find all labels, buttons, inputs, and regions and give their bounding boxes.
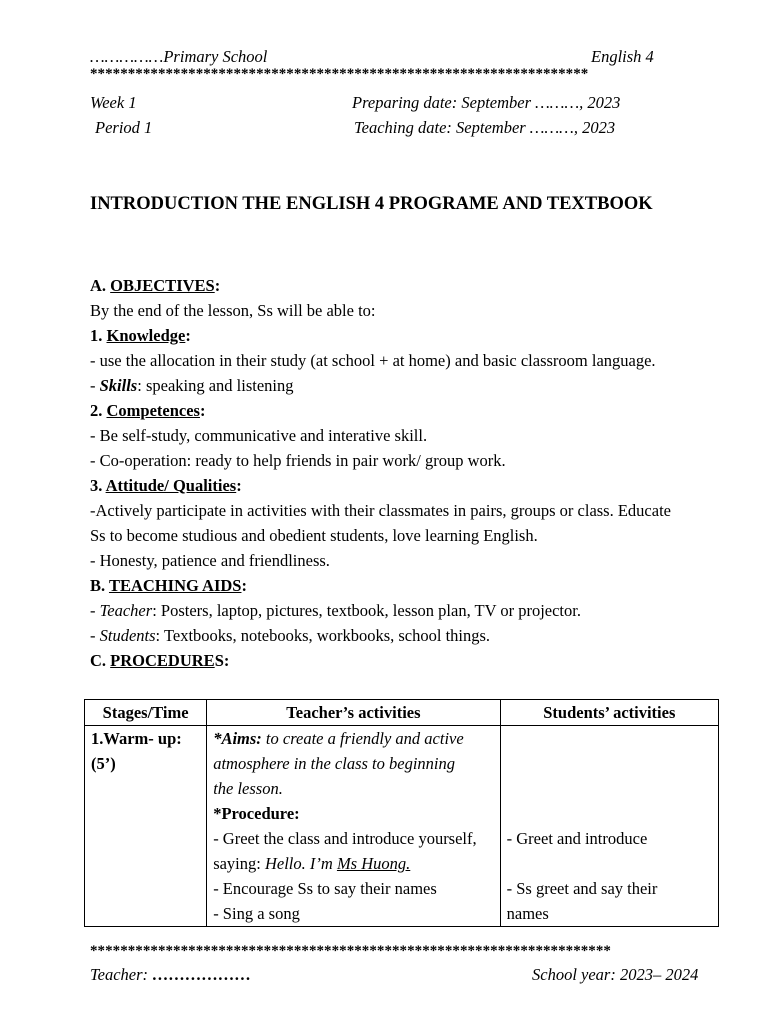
teacher-activities-cell [207, 726, 500, 927]
period-label: Period 1 [95, 118, 153, 137]
teaching-aids-heading: B. TEACHING AIDS: [90, 576, 247, 595]
competences-line-2: - Co-operation: ready to help friends in pair work/ group work. [90, 451, 506, 470]
footer-school-year: School year: 2023– 2024 [532, 965, 699, 984]
table-header-row [85, 700, 719, 726]
attitude-line-1b: Ss to become studious and obedient students, love learning English. [90, 526, 538, 545]
competences-line-1: - Be self-study, communicative and interative skill. [90, 426, 428, 445]
objectives-heading: A. OBJECTIVES: [90, 276, 221, 295]
footer-star-divider: ********************************************************************* [90, 943, 611, 959]
teacher-step-1a: - Greet the class and introduce yourself, [213, 829, 477, 848]
student-step-2a: - Ss greet and say their [506, 879, 658, 898]
footer-teacher: Teacher: ……………… [90, 965, 252, 984]
week-label: Week 1 [90, 93, 137, 112]
subject-name: English 4 [591, 47, 654, 66]
preparing-date: Preparing date: September ………, 2023 [352, 93, 621, 112]
procedure-label: *Procedure: [213, 804, 300, 823]
student-step-1: - Greet and introduce [506, 829, 648, 848]
stage-time: (5’) [91, 754, 116, 773]
aims-line-3: the lesson. [213, 779, 283, 798]
header-stages-time: Stages/Time [85, 700, 207, 726]
competences-heading: 2. Competences: [90, 401, 206, 420]
teacher-step-2: - Encourage Ss to say their names [213, 879, 437, 898]
school-name: ……………Primary School [90, 47, 268, 66]
procedures-heading: C. PROCEDURES: [90, 651, 230, 670]
procedures-table [84, 699, 719, 927]
header-teacher-activities: Teacher’s activities [207, 700, 500, 726]
attitude-line-1a: -Actively participate in activities with their classmates in pairs, groups or class. Educate [90, 501, 671, 520]
students-activities-cell [500, 726, 718, 927]
students-aids-line: - Students: Textbooks, notebooks, workbooks, school things. [90, 626, 491, 645]
table-row [85, 726, 719, 927]
aims-line-2: atmosphere in the class to beginning [213, 754, 456, 773]
teacher-step-3: - Sing a song [213, 904, 300, 923]
knowledge-line: - use the allocation in their study (at school + at home) and basic classroom language. [90, 351, 656, 370]
stage-cell [85, 726, 207, 927]
teacher-step-1b: saying: Hello. I’m Ms Huong. [213, 854, 411, 873]
teacher-aids-line: - Teacher: Posters, laptop, pictures, textbook, lesson plan, TV or projector. [90, 601, 581, 620]
skills-line: - Skills: speaking and listening [90, 376, 294, 395]
lesson-title: INTRODUCTION THE ENGLISH 4 PROGRAME AND TEXTBOOK [90, 194, 653, 214]
teaching-date: Teaching date: September ………, 2023 [354, 118, 616, 137]
header-star-divider: ****************************************************************** [90, 66, 589, 82]
lesson-body [90, 273, 730, 673]
header-students-activities: Students’ activities [500, 700, 718, 726]
aims-line-1: *Aims: to create a friendly and active [213, 729, 464, 748]
knowledge-heading: 1. Knowledge: [90, 326, 191, 345]
attitude-heading: 3. Attitude/ Qualities: [90, 476, 242, 495]
student-step-2b: names [506, 904, 549, 923]
attitude-line-2: - Honesty, patience and friendliness. [90, 551, 330, 570]
stage-name: 1.Warm- up: [91, 729, 182, 748]
objectives-intro: By the end of the lesson, Ss will be able to: [90, 301, 376, 320]
